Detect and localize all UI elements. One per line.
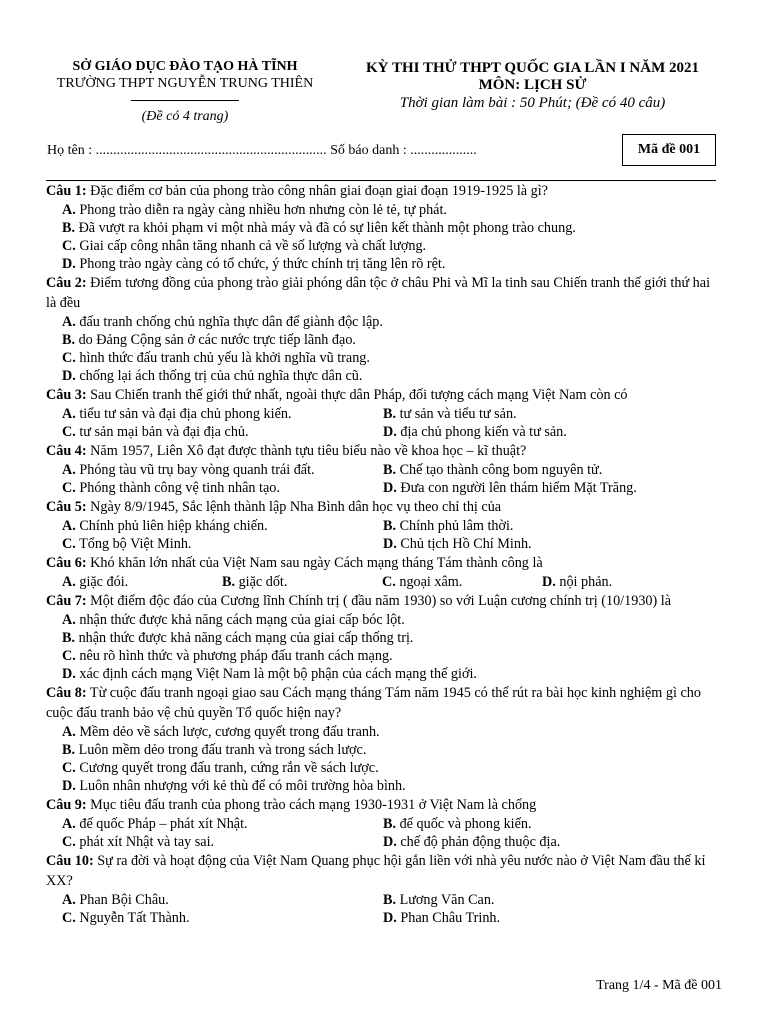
question-label: Câu 10: [46, 853, 94, 869]
id-label: Số báo danh : [330, 143, 407, 158]
option-text: hình thức đấu tranh chủ yếu là khởi nghĩa vũ trang. [79, 350, 370, 366]
name-field[interactable]: .................................................................. [95, 143, 327, 158]
option-key: D. [62, 778, 76, 794]
option-key: C. [382, 574, 396, 590]
option-d[interactable] [383, 423, 704, 441]
exam-code-box [622, 134, 716, 166]
option-key: A. [62, 816, 76, 832]
time-note: Thời gian làm bài : 50 Phút; (Đề có 40 câu) [399, 95, 666, 111]
question-4 [46, 441, 722, 497]
option-text: Tổng bộ Việt Minh. [79, 536, 192, 552]
option-key: B. [62, 332, 76, 348]
option-key: B. [383, 892, 397, 908]
question-text [46, 181, 722, 201]
option-c[interactable] [382, 573, 542, 591]
option-d[interactable] [383, 479, 704, 497]
option-a[interactable] [46, 611, 722, 629]
header-right [345, 60, 720, 113]
option-b[interactable] [222, 573, 382, 591]
question-label: Câu 4: [46, 443, 87, 459]
option-text: đấu tranh chống chủ nghĩa thực dân để giành độc lập. [79, 314, 383, 330]
name-label: Họ tên : [47, 143, 93, 158]
question-label: Câu 8: [46, 685, 87, 701]
option-key: B. [222, 574, 236, 590]
option-text: Chủ tịch Hồ Chí Minh. [400, 536, 532, 552]
question-text [46, 683, 722, 723]
option-key: C. [62, 834, 76, 850]
option-row [46, 535, 722, 553]
question-text [46, 591, 722, 611]
option-key: A. [62, 574, 76, 590]
question-1 [46, 181, 722, 273]
option-b[interactable] [383, 815, 704, 833]
option-key: C. [62, 910, 76, 926]
page-footer: Trang 1/4 - Mã đề 001 [596, 978, 722, 993]
option-text: Phóng thành công vệ tinh nhân tạo. [79, 480, 280, 496]
option-key: D. [383, 536, 397, 552]
option-text: đế quốc và phong kiến. [399, 816, 532, 832]
option-text: Luôn nhân nhượng với kẻ thù để có môi trường hòa bình. [79, 778, 406, 794]
option-c[interactable] [46, 647, 722, 665]
question-text [46, 795, 722, 815]
option-key: B. [62, 630, 76, 646]
question-text [46, 441, 722, 461]
option-key: A. [62, 892, 76, 908]
option-key: C. [62, 480, 76, 496]
department-name: SỞ GIÁO DỤC ĐÀO TẠO HÀ TĨNH [72, 59, 298, 74]
option-a[interactable] [62, 517, 383, 535]
option-a[interactable] [46, 313, 722, 331]
option-text: Đưa con người lên thám hiểm Mặt Trăng. [400, 480, 637, 496]
option-row [46, 461, 722, 479]
option-a[interactable] [62, 815, 383, 833]
option-text: Cương quyết trong đấu tranh, cứng rắn về sách lược. [79, 760, 379, 776]
option-text: phát xít Nhật và tay sai. [79, 834, 215, 850]
question-stem: Khó khăn lớn nhất của Việt Nam sau ngày Cách mạng tháng Tám thành công là [90, 555, 543, 571]
option-c[interactable] [62, 833, 383, 851]
option-c[interactable] [46, 349, 722, 367]
question-8 [46, 683, 722, 795]
option-text: Luôn mềm dẻo trong đấu tranh và trong sách lược. [78, 742, 367, 758]
question-5 [46, 497, 722, 553]
candidate-line [47, 142, 587, 160]
option-text: nhận thức được khả năng cách mạng của giai cấp bóc lột. [79, 612, 405, 628]
option-text: nêu rõ hình thức và phương pháp đấu tranh cách mạng. [79, 648, 393, 664]
option-key: D. [383, 424, 397, 440]
question-label: Câu 9: [46, 797, 87, 813]
option-key: C. [62, 350, 76, 366]
option-text: giặc dốt. [238, 574, 288, 590]
option-key: A. [62, 724, 76, 740]
question-stem: Mục tiêu đấu tranh của phong trào cách mạng 1930-1931 ở Việt Nam là chống [90, 797, 537, 813]
option-key: B. [62, 220, 76, 236]
option-text: đế quốc Pháp – phát xít Nhật. [79, 816, 248, 832]
question-stem: Ngày 8/9/1945, Sắc lệnh thành lập Nha Bình dân học vụ theo chỉ thị của [90, 499, 502, 515]
option-text: Lương Văn Can. [399, 892, 495, 908]
option-text: Chế tạo thành công bom nguyên tử. [399, 462, 603, 478]
option-key: D. [62, 256, 76, 272]
question-label: Câu 2: [46, 275, 87, 291]
question-stem: Đặc điểm cơ bản của phong trào công nhân giai đoạn giai đoạn 1919-1925 là gì? [90, 183, 548, 199]
option-text: Phong trào ngày càng có tổ chức, ý thức chính trị tăng lên rõ rệt. [79, 256, 446, 272]
option-key: C. [62, 760, 76, 776]
option-text: xác định cách mạng Việt Nam là một bộ phận của cách mạng thế giới. [79, 666, 477, 682]
option-row [46, 573, 722, 591]
option-key: B. [62, 742, 76, 758]
option-b[interactable] [383, 891, 704, 909]
option-text: tư sản mại bản và đại địa chủ. [79, 424, 249, 440]
question-label: Câu 3: [46, 387, 87, 403]
option-d[interactable] [383, 909, 704, 927]
option-key: B. [383, 406, 397, 422]
question-label: Câu 7: [46, 593, 87, 609]
option-row [46, 405, 722, 423]
option-row [46, 909, 722, 927]
option-row [46, 423, 722, 441]
option-row [46, 891, 722, 909]
option-a[interactable] [62, 573, 222, 591]
question-stem: Từ cuộc đấu tranh ngoại giao sau Cách mạng tháng Tám năm 1945 có thể rút ra bài học kinh nghiệm gì cho cuộc đấu tranh bảo vệ chủ quyền Tổ quốc hiện nay? [46, 685, 701, 721]
option-a[interactable] [46, 723, 722, 741]
option-text: địa chủ phong kiến và tư sản. [400, 424, 567, 440]
option-b[interactable] [46, 219, 722, 237]
option-key: D. [62, 666, 76, 682]
question-label: Câu 5: [46, 499, 87, 515]
option-text: Đã vượt ra khỏi phạm vi một nhà máy và đã có sự liên kết thành một phong trào chung. [78, 220, 576, 236]
option-c[interactable] [62, 909, 383, 927]
option-row [46, 479, 722, 497]
option-row [46, 833, 722, 851]
option-d[interactable] [46, 777, 722, 795]
option-key: C. [62, 648, 76, 664]
question-6 [46, 553, 722, 591]
option-text: tư sản và tiểu tư sản. [399, 406, 517, 422]
option-key: C. [62, 238, 76, 254]
question-text [46, 273, 722, 313]
option-text: Phan Châu Trinh. [400, 910, 501, 926]
subject-title: MÔN: LỊCH SỬ [478, 77, 587, 93]
option-a[interactable] [62, 891, 383, 909]
question-stem: Điểm tương đồng của phong trào giải phóng dân tộc ở châu Phi và Mĩ la tinh sau Chiến tranh thế giới thứ hai là đều [46, 275, 711, 311]
option-text: nhận thức được khả năng cách mạng của giai cấp thống trị. [78, 630, 414, 646]
question-stem: Một điểm độc đáo của Cương lĩnh Chính trị ( đầu năm 1930) so với Luận cương chính trị (10/1930) là [90, 593, 672, 609]
option-key: A. [62, 406, 76, 422]
question-label: Câu 6: [46, 555, 87, 571]
question-text [46, 553, 722, 573]
exam-title: KỲ THI THỬ THPT QUỐC GIA LẦN I NĂM 2021 [366, 60, 699, 76]
option-text: Phong trào diễn ra ngày càng nhiều hơn nhưng còn lẻ tẻ, tự phát. [79, 202, 447, 218]
pages-note: (Đề có 4 trang) [141, 109, 229, 124]
option-text: chế độ phản động thuộc địa. [400, 834, 561, 850]
option-key: D. [383, 834, 397, 850]
option-c[interactable] [62, 423, 383, 441]
question-text [46, 497, 722, 517]
option-text: Chính phủ liên hiệp kháng chiến. [79, 518, 268, 534]
option-d[interactable] [383, 535, 704, 553]
option-key: D. [383, 480, 397, 496]
option-c[interactable] [62, 479, 383, 497]
question-text [46, 851, 722, 891]
option-d[interactable] [383, 833, 704, 851]
option-row [46, 815, 722, 833]
option-c[interactable] [46, 759, 722, 777]
option-a[interactable] [62, 461, 383, 479]
option-text: Phóng tàu vũ trụ bay vòng quanh trái đất. [79, 462, 315, 478]
option-text: chống lại ách thống trị của chủ nghĩa thực dân cũ. [79, 368, 363, 384]
option-key: A. [62, 314, 76, 330]
question-text [46, 385, 722, 405]
question-10 [46, 851, 722, 927]
option-key: B. [383, 816, 397, 832]
option-key: B. [383, 518, 397, 534]
option-key: A. [62, 518, 76, 534]
option-a[interactable] [46, 201, 722, 219]
option-text: do Đảng Cộng sản ở các nước trực tiếp lãnh đạo. [78, 332, 356, 348]
exam-code: Mã đề 001 [637, 142, 701, 157]
header-left [40, 58, 330, 126]
header-divider [131, 100, 239, 101]
option-b[interactable] [46, 629, 722, 647]
option-text: ngoại xâm. [399, 574, 463, 590]
option-d[interactable] [542, 573, 702, 591]
question-7 [46, 591, 722, 683]
option-b[interactable] [46, 741, 722, 759]
question-list [46, 181, 722, 927]
school-name: TRƯỜNG THPT NGUYỄN TRUNG THIÊN [56, 76, 314, 91]
option-b[interactable] [383, 461, 704, 479]
question-2 [46, 273, 722, 385]
option-row [46, 517, 722, 535]
question-3 [46, 385, 722, 441]
option-a[interactable] [62, 405, 383, 423]
option-key: B. [383, 462, 397, 478]
option-text: Nguyễn Tất Thành. [79, 910, 190, 926]
option-key: A. [62, 612, 76, 628]
option-key: D. [542, 574, 556, 590]
option-key: D. [62, 368, 76, 384]
option-d[interactable] [46, 665, 722, 683]
option-c[interactable] [62, 535, 383, 553]
question-stem: Sự ra đời và hoạt động của Việt Nam Quang phục hội gắn liền với nhà yêu nước nào ở Việt Nam đầu thế kỉ XX? [46, 853, 706, 889]
option-text: Phan Bội Châu. [79, 892, 169, 908]
question-label: Câu 1: [46, 183, 87, 199]
option-key: C. [62, 536, 76, 552]
option-b[interactable] [46, 331, 722, 349]
option-text: nội phản. [559, 574, 613, 590]
question-stem: Sau Chiến tranh thế giới thứ nhất, ngoài thực dân Pháp, đối tượng cách mạng Việt Nam còn có [90, 387, 628, 403]
question-9 [46, 795, 722, 851]
question-stem: Năm 1957, Liên Xô đạt được thành tựu tiêu biểu nào về khoa học – kĩ thuật? [90, 443, 527, 459]
option-d[interactable] [46, 255, 722, 273]
option-key: C. [62, 424, 76, 440]
option-b[interactable] [383, 517, 704, 535]
option-text: Giai cấp công nhân tăng nhanh cả về số lượng và chất lượng. [79, 238, 427, 254]
option-text: Chính phủ lâm thời. [399, 518, 514, 534]
option-key: A. [62, 202, 76, 218]
option-key: D. [383, 910, 397, 926]
option-text: Mềm dẻo về sách lược, cương quyết trong đấu tranh. [79, 724, 380, 740]
option-text: giặc đói. [79, 574, 129, 590]
option-b[interactable] [383, 405, 704, 423]
option-text: tiểu tư sản và đại địa chủ phong kiến. [79, 406, 292, 422]
option-key: A. [62, 462, 76, 478]
option-d[interactable] [46, 367, 722, 385]
id-field[interactable]: ................... [410, 143, 477, 158]
option-c[interactable] [46, 237, 722, 255]
